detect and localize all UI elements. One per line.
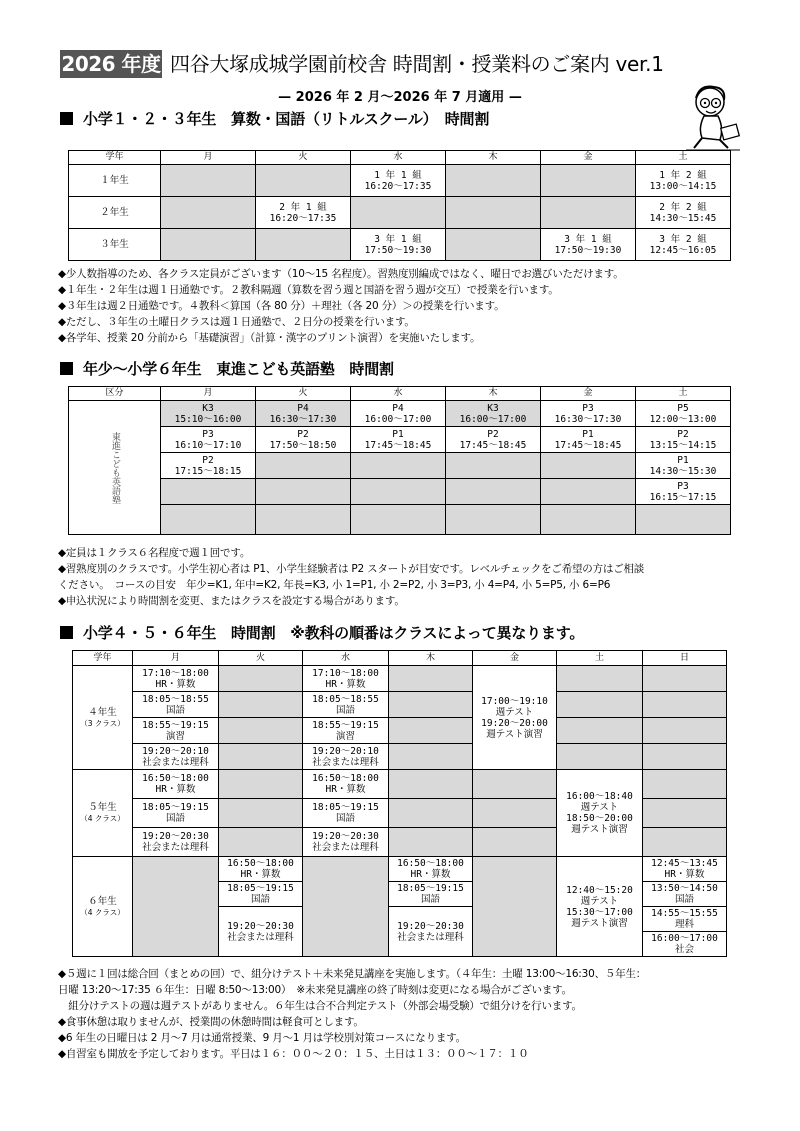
column-header: 火 (219, 651, 303, 666)
cell-text: P1 (677, 454, 689, 466)
timetable-cell (557, 666, 643, 692)
timetable-cell (256, 229, 351, 261)
timetable-cell (219, 666, 303, 692)
column-header: 月 (161, 151, 256, 165)
cell-text: 18:05～19:15 (312, 802, 379, 813)
column-header: 学年 (73, 651, 133, 666)
cell-text: 週テスト演習 (571, 917, 628, 929)
cell-text: P4 (392, 402, 404, 414)
timetable-cell (219, 692, 303, 718)
note-line: ◆３年生は週２日通塾です。４教科＜算国（各 80 分）＋理社（各 20 分）＞の授業を行います。 (58, 300, 505, 312)
timetable-cell (446, 229, 541, 261)
cell-text: P3 (202, 428, 214, 440)
timetable-cell (256, 453, 351, 479)
note-line: ◆定員は１クラス６名程度で週１回です。 (58, 547, 251, 559)
timetable-cell (643, 718, 727, 744)
timetable-cell (446, 453, 541, 479)
timetable-cell (389, 692, 473, 718)
column-header: 火 (256, 151, 351, 165)
cell-text: 15:10～16:00 (174, 413, 242, 425)
timetable-cell (256, 427, 351, 453)
grade-label: ２年生 (69, 197, 161, 229)
cell-text: 16:50～18:00 (312, 773, 379, 784)
timetable-cell (389, 828, 473, 857)
note-line: ◆１年生・２年生は週１日通塾です。２教科隔週（算数を習う週と国語を習う週が交互）で授業を行います。 (58, 284, 559, 296)
timetable-cell (473, 770, 557, 799)
grade-label: ６年生 （4 クラス） (73, 857, 133, 957)
cell-text: 週テスト演習 (571, 824, 628, 835)
note-line: ◆申込状況により時間割を変更、またはクラスを設定する場合があります。 (58, 595, 405, 607)
cell-text: 国語 (674, 894, 694, 905)
column-header: 学年 (69, 151, 161, 165)
timetable-cell (161, 165, 256, 197)
timetable-cell (557, 770, 643, 857)
timetable-cell (351, 453, 446, 479)
cell-text: 17:45～18:45 (364, 439, 432, 451)
column-header: 水 (351, 151, 446, 165)
timetable-cell (446, 505, 541, 535)
cell-text: 16:00～17:00 (651, 933, 718, 944)
cell-text: 19:20～20:30 (227, 920, 294, 932)
cell-text: 社会または理科 (312, 756, 379, 768)
cell-text: 18:05～18:55 (142, 693, 209, 705)
page-title: 四谷大塚成城学園前校舎 時間割・授業料のご案内 ver.1 (170, 52, 664, 76)
column-header: 月 (161, 387, 256, 401)
cell-text: 19:20～20:10 (312, 745, 379, 757)
timetable-grade1-3 (68, 150, 731, 261)
note-line: 組分けテストの週は週テストがありません。６年生は合不合判定テスト（外部会場受験）で組分けを行います。 (58, 1000, 582, 1012)
cell-text: 19:20～20:30 (312, 831, 379, 842)
timetable-cell (473, 799, 557, 828)
timetable-cell (303, 718, 389, 744)
cell-text: 3 年 2 組 (659, 233, 707, 245)
timetable-cell (256, 479, 351, 505)
timetable-cell (161, 505, 256, 535)
timetable-cell (219, 828, 303, 857)
cell-text: 16:20～17:35 (269, 212, 337, 224)
timetable-cell (351, 197, 446, 229)
cell-text: 社会または理科 (142, 756, 209, 768)
table-row (73, 666, 727, 692)
timetable-cell (161, 479, 256, 505)
column-header: 月 (133, 651, 219, 666)
cell-text: 週テスト (495, 706, 534, 718)
note-line: ◆少人数指導のため、各クラス定員がございます（10～15 名程度）。習熟度別編成ではなく、曜日でお選びいただけます。 (58, 268, 624, 280)
section1-notes (58, 266, 748, 346)
timetable-cell (133, 799, 219, 828)
note-line: 日曜 13:20～17:35 ６年生：日曜 8:50～13:00） ※未来発見講座の終了時刻は変更になる場合がございます。 (58, 984, 572, 996)
cell-text: HR・算数 (240, 869, 281, 880)
timetable-cell (219, 882, 303, 907)
cell-text: P1 (582, 428, 594, 440)
timetable-cell (541, 427, 636, 453)
cell-text: 社会または理科 (142, 842, 209, 853)
timetable-cell (557, 692, 643, 718)
grade-label: ５年生 （4 クラス） (73, 770, 133, 857)
cell-text: 社会または理科 (312, 842, 379, 853)
timetable-cell (389, 857, 473, 882)
cell-text: 19:20～20:30 (142, 831, 209, 842)
column-header: 日 (643, 651, 727, 666)
column-header: 金 (541, 387, 636, 401)
table-row (73, 692, 727, 718)
timetable-cell (133, 857, 219, 957)
timetable-cell (541, 453, 636, 479)
timetable-cell (636, 479, 731, 505)
cell-text: 演習 (165, 730, 185, 742)
note-line: ◆習熟度別のクラスです。小学生初心者は P1、小学生経験者は P2 スタートが目安です。レベルチェックをご希望の方はご相談 (58, 563, 645, 575)
grade-label: １年生 (69, 165, 161, 197)
column-header: 火 (256, 387, 351, 401)
column-header: 木 (446, 387, 541, 401)
cell-text: 理科 (674, 919, 694, 930)
timetable-cell (351, 401, 446, 427)
timetable-cell (557, 744, 643, 770)
timetable-cell (636, 453, 731, 479)
cell-text: P2 (202, 454, 214, 466)
cell-text: 18:55～19:15 (142, 719, 209, 731)
note-line: ◆6 年生の日曜日は 2 月～7 月は通常授業、9 月～1 月は学校別対策コースになります。 (58, 1032, 466, 1044)
timetable-cell (636, 505, 731, 535)
cell-text: 社会または理科 (397, 931, 464, 943)
column-header: 木 (389, 651, 473, 666)
cell-text: 2 年 1 組 (279, 201, 327, 213)
cell-text: 社会 (674, 944, 694, 955)
cell-text: 17:00～19:10 (481, 695, 548, 707)
cell-text: 16:00～17:00 (459, 413, 527, 425)
note-line: ◆自習室も開放を予定しております。平日は１６：００～２０：１５、土日は１３：００～１７：１０ (58, 1048, 529, 1060)
timetable-cell (541, 505, 636, 535)
table-row (73, 718, 727, 744)
timetable-cell (133, 744, 219, 770)
cell-text: 17:45～18:45 (459, 439, 527, 451)
column-header: 金 (473, 651, 557, 666)
cell-text: P1 (392, 428, 404, 440)
column-header: 土 (557, 651, 643, 666)
timetable-cell (219, 857, 303, 882)
timetable-cell (557, 857, 643, 957)
cell-text: 18:55～19:15 (312, 719, 379, 731)
cell-text: 12:45～13:45 (651, 858, 718, 869)
timetable-cell (351, 229, 446, 261)
timetable-cell (303, 692, 389, 718)
timetable-cell (303, 666, 389, 692)
timetable-cell (389, 907, 473, 957)
cell-text: 16:15～17:15 (649, 491, 717, 503)
cell-text: 国語 (165, 813, 185, 824)
timetable-cell (473, 857, 557, 957)
timetable-cell (389, 770, 473, 799)
cell-text: K3 (487, 402, 499, 414)
table-row (73, 857, 727, 882)
timetable-cell (636, 197, 731, 229)
table-row (69, 165, 731, 197)
cell-text: HR・算数 (325, 678, 366, 690)
section3-heading: 小学４・５・６年生 時間割 ※教科の順番はクラスによって異なります。 (60, 622, 584, 643)
cell-text: P4 (297, 402, 309, 414)
timetable-cell (557, 718, 643, 744)
timetable-cell (219, 744, 303, 770)
timetable-cell (643, 932, 727, 957)
cell-text: 17:50～19:30 (554, 244, 622, 256)
cell-text: 週テスト演習 (486, 728, 543, 740)
note-line: ◆各学年、授業 20 分前から「基礎演習」（計算・漢字のプリント演習）を実施いたします。 (58, 332, 481, 344)
timetable-cell (643, 744, 727, 770)
column-header: 水 (303, 651, 389, 666)
timetable-cell (161, 401, 256, 427)
timetable-cell (133, 718, 219, 744)
timetable-cell (636, 165, 731, 197)
cell-text: 12:45～16:05 (649, 244, 717, 256)
cell-text: 17:10～18:00 (142, 667, 209, 679)
table-row (69, 197, 731, 229)
cell-text: 国語 (420, 894, 440, 905)
table-row (69, 453, 731, 479)
timetable-cell (303, 828, 389, 857)
timetable-cell (643, 666, 727, 692)
note-line: ◆食事休憩は取りませんが、授業間の休憩時間は軽食可とします。 (58, 1016, 364, 1028)
cell-text: 19:20～20:10 (142, 745, 209, 757)
cell-text: HR・算数 (325, 784, 366, 795)
table-row (69, 229, 731, 261)
timetable-cell (446, 197, 541, 229)
grade-label: ３年生 (69, 229, 161, 261)
grade-label: ４年生 （3 クラス） (73, 666, 133, 770)
cell-text: 14:30～15:30 (649, 465, 717, 477)
timetable-cell (351, 505, 446, 535)
cell-text: 17:50～18:50 (269, 439, 337, 451)
cell-text: 16:30～17:30 (269, 413, 337, 425)
cell-text: 19:20～20:00 (481, 717, 548, 729)
timetable-cell (541, 229, 636, 261)
timetable-cell (219, 770, 303, 799)
cell-text: 16:50～18:00 (142, 773, 209, 784)
cell-text: 16:50～18:00 (227, 858, 294, 869)
timetable-cell (219, 718, 303, 744)
cell-text: 1 年 2 組 (659, 169, 707, 181)
table-row (69, 505, 731, 535)
timetable-cell (643, 882, 727, 907)
timetable-cell (256, 165, 351, 197)
timetable-english (68, 386, 731, 535)
column-header: 土 (636, 387, 731, 401)
timetable-cell (446, 165, 541, 197)
cell-text: 13:00～14:15 (649, 180, 717, 192)
timetable-cell (303, 770, 389, 799)
timetable-cell (256, 505, 351, 535)
cell-text: 16:10～17:10 (174, 439, 242, 451)
timetable-cell (636, 401, 731, 427)
cell-text: 国語 (335, 813, 355, 824)
cell-text: 1 年 1 組 (374, 169, 422, 181)
cell-text: 17:50～19:30 (364, 244, 432, 256)
timetable-cell (303, 857, 389, 957)
timetable-grade4-6 (72, 650, 727, 957)
timetable-cell (446, 479, 541, 505)
cell-text: 17:15～18:15 (174, 465, 242, 477)
timetable-cell (389, 882, 473, 907)
cell-text: 3 年 1 組 (374, 233, 422, 245)
period-subtitle: — 2026 年 2 月～2026 年 7 月適用 — (278, 90, 522, 105)
cell-text: 16:00～18:40 (566, 791, 633, 802)
note-line: ◆５週に１回は総合回（まとめの回）で、組分けテスト＋未来発見講座を実施します。（４年生：土曜 13:00～16:30、５年生： (58, 968, 647, 980)
cell-text: 18:05～19:15 (397, 883, 464, 894)
cell-text: 12:40～15:20 (566, 884, 633, 896)
timetable-cell (219, 907, 303, 957)
table-row (73, 770, 727, 799)
category-label: 東進こども英語塾 (69, 401, 161, 535)
timetable-cell (541, 197, 636, 229)
cell-text: 18:05～19:15 (227, 883, 294, 894)
timetable-cell (219, 799, 303, 828)
column-header: 水 (351, 387, 446, 401)
cell-text: 17:45～18:45 (554, 439, 622, 451)
timetable-cell (256, 197, 351, 229)
timetable-cell (161, 427, 256, 453)
timetable-cell (303, 799, 389, 828)
cell-text: 13:15～14:15 (649, 439, 717, 451)
timetable-cell (643, 770, 727, 799)
mascot-illustration (680, 82, 746, 154)
cell-text: 3 年 1 組 (564, 233, 612, 245)
cell-text: 国語 (165, 704, 185, 716)
timetable-cell (389, 744, 473, 770)
cell-text: 19:20～20:30 (397, 920, 464, 932)
timetable-cell (351, 479, 446, 505)
cell-text: P3 (677, 480, 689, 492)
header (60, 50, 740, 78)
timetable-cell (643, 828, 727, 857)
cell-text: 16:00～17:00 (364, 413, 432, 425)
column-header: 土 (636, 151, 731, 165)
timetable-cell (643, 907, 727, 932)
cell-text: 18:50～20:00 (566, 813, 633, 824)
cell-text: 12:00～13:00 (649, 413, 717, 425)
timetable-cell (541, 401, 636, 427)
cell-text: 国語 (335, 704, 355, 716)
cell-text: 国語 (250, 894, 270, 905)
timetable-cell (636, 229, 731, 261)
cell-text: K3 (202, 402, 214, 414)
cell-text: 16:30～17:30 (554, 413, 622, 425)
cell-text: 演習 (335, 730, 355, 742)
timetable-cell (643, 857, 727, 882)
cell-text: 社会または理科 (227, 931, 294, 943)
timetable-cell (473, 828, 557, 857)
column-header: 木 (446, 151, 541, 165)
cell-text: 週テスト (580, 802, 619, 813)
cell-text: P2 (297, 428, 309, 440)
timetable-cell (446, 427, 541, 453)
table-row (69, 401, 731, 427)
table-row (69, 479, 731, 505)
column-header: 金 (541, 151, 636, 165)
cell-text: 16:50～18:00 (397, 858, 464, 869)
cell-text: P5 (677, 402, 689, 414)
cell-text: 週テスト (580, 895, 619, 907)
cell-text: P2 (677, 428, 689, 440)
timetable-cell (446, 401, 541, 427)
table-row (73, 744, 727, 770)
cell-text: P2 (487, 428, 499, 440)
timetable-cell (541, 479, 636, 505)
timetable-cell (133, 666, 219, 692)
cell-text: 14:55～15:55 (651, 908, 718, 919)
cell-text: HR・算数 (155, 784, 196, 795)
cell-text: 16:20～17:35 (364, 180, 432, 192)
cell-text: 13:50～14:50 (651, 883, 718, 894)
section2-heading: 年少～小学６年生 東進こども英語塾 時間割 (60, 358, 394, 379)
note-line: ください。 コースの目安 年少=K1, 年中=K2, 年長=K3, 小 1=P1, 小 2=P2, 小 3=P3, 小 4=P4, 小 5=P5, 小 6=P6 (58, 579, 611, 591)
timetable-cell (161, 197, 256, 229)
section1-heading: 小学１・２・３年生 算数・国語（リトルスクール） 時間割 (60, 108, 489, 129)
timetable-cell (389, 666, 473, 692)
cell-text: HR・算数 (410, 869, 451, 880)
timetable-cell (351, 165, 446, 197)
timetable-cell (643, 799, 727, 828)
timetable-cell (133, 692, 219, 718)
table-row (69, 427, 731, 453)
timetable-cell (389, 718, 473, 744)
year-badge: 2026 年度 (61, 52, 161, 76)
timetable-cell (643, 692, 727, 718)
section3-notes (58, 966, 748, 1062)
timetable-cell (636, 427, 731, 453)
cell-text: 18:05～18:55 (312, 693, 379, 705)
cell-text: 17:10～18:00 (312, 667, 379, 679)
cell-text: 2 年 2 組 (659, 201, 707, 213)
timetable-cell (473, 666, 557, 770)
cell-text: 15:30～17:00 (566, 906, 633, 918)
column-header: 区分 (69, 387, 161, 401)
timetable-cell (303, 744, 389, 770)
section2-notes (58, 545, 748, 609)
cell-text: 18:05～19:15 (142, 802, 209, 813)
timetable-cell (256, 401, 351, 427)
timetable-cell (133, 770, 219, 799)
timetable-cell (541, 165, 636, 197)
cell-text: HR・算数 (664, 869, 705, 880)
timetable-cell (161, 229, 256, 261)
timetable-cell (161, 453, 256, 479)
cell-text: P3 (582, 402, 594, 414)
cell-text: HR・算数 (155, 678, 196, 690)
timetable-cell (351, 427, 446, 453)
timetable-cell (389, 799, 473, 828)
note-line: ◆ただし、３年生の土曜日クラスは週１日通塾で、２日分の授業を行います。 (58, 316, 415, 328)
cell-text: 14:30～15:45 (649, 212, 717, 224)
timetable-cell (133, 828, 219, 857)
